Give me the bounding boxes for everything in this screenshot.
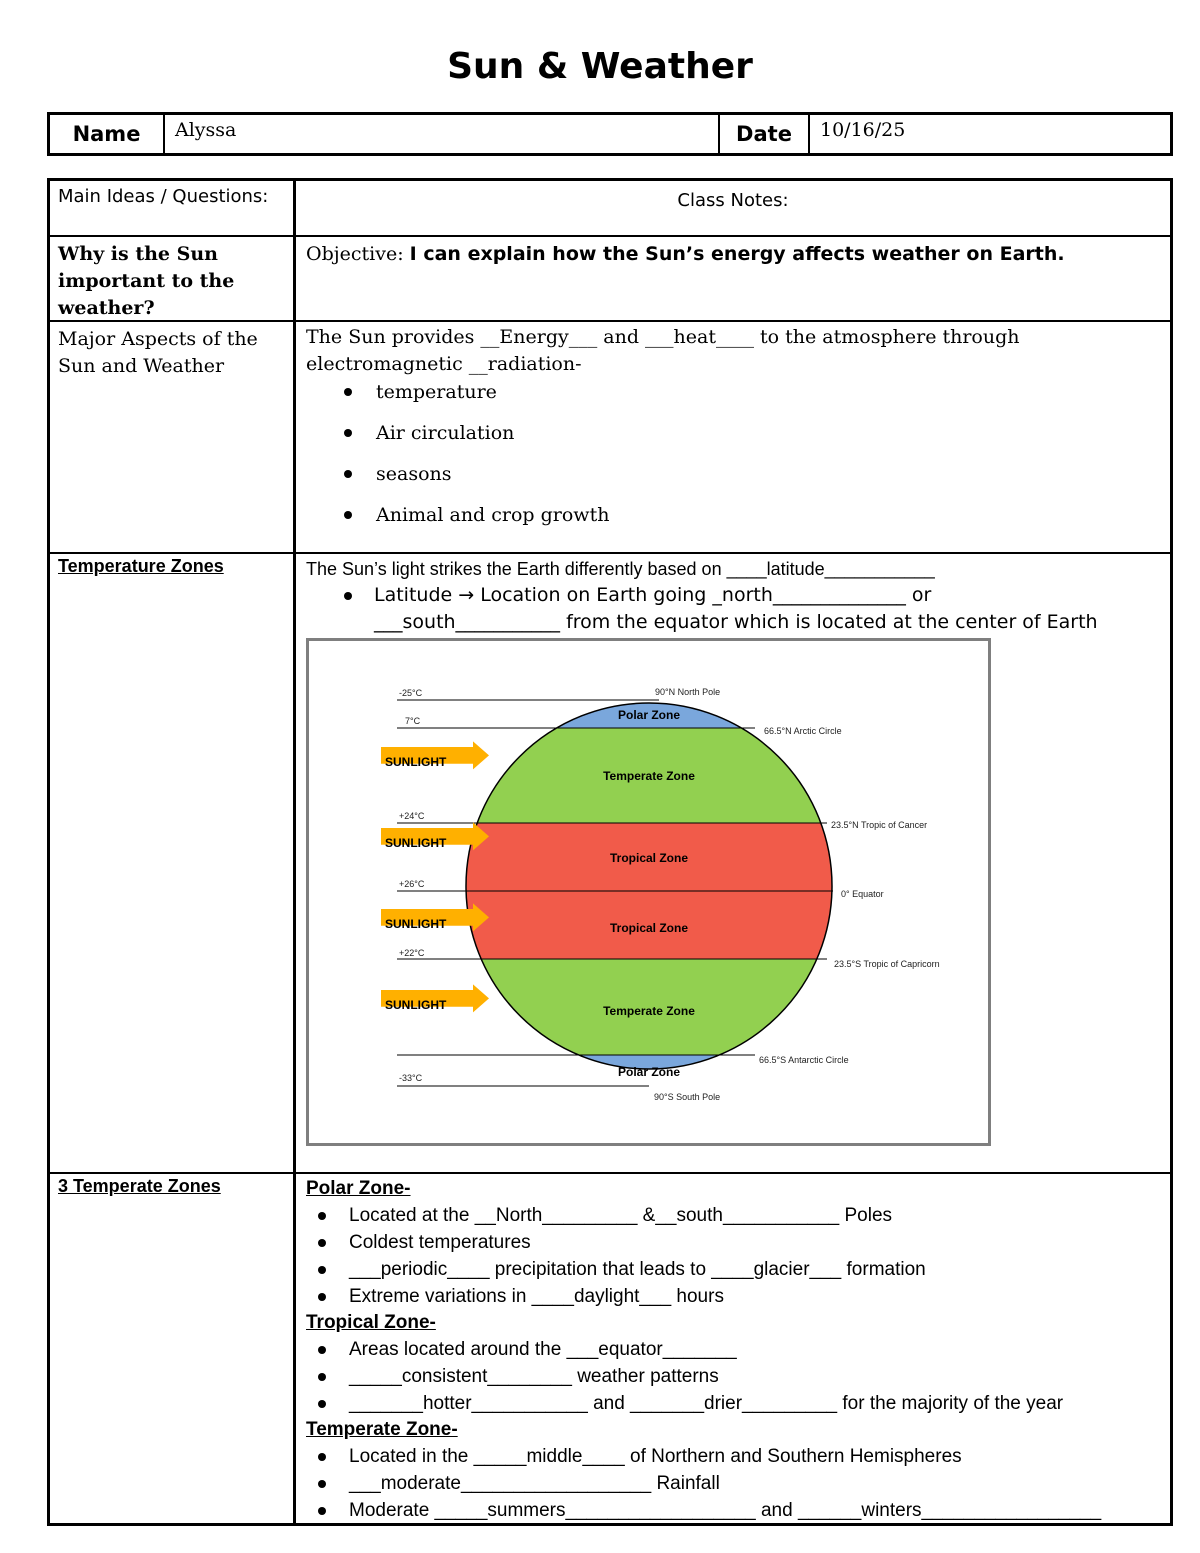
aspects-list [306, 378, 1160, 542]
name-label-cell [50, 115, 165, 153]
polar-zone-list [306, 1202, 1160, 1310]
latitude-def-line2: ___south___________ from the equator which is located at the center of Earth [374, 611, 1098, 633]
svg-text:SUNLIGHT: SUNLIGHT [385, 755, 447, 769]
question-three-zones: 3 Temperate Zones [58, 1176, 221, 1196]
list-item: Moderate _____summers__________________ and ______winters_________________ [306, 1497, 1160, 1524]
bullet-icon [318, 1507, 326, 1515]
bullet-icon [318, 1480, 326, 1488]
polar-zone-heading: Polar Zone- [306, 1178, 411, 1199]
list-item: Located at the __North_________ &__south___________ Poles [306, 1202, 1160, 1229]
list-item: ___periodic____ precipitation that leads to ____glacier___ formation [306, 1256, 1160, 1283]
list-item: seasons [306, 460, 1160, 501]
major-aspects-row [50, 322, 1170, 554]
temperature-zones-row [50, 554, 1170, 1174]
major-aspects-notes [296, 322, 1170, 552]
three-zones-notes [296, 1174, 1170, 1523]
latitude-def-line1: Latitude → Location on Earth going _north______________ or [374, 584, 932, 606]
tropical-zone-label-south: Tropical Zone [609, 921, 689, 935]
tropical-zone-heading: Tropical Zone- [306, 1312, 436, 1333]
list-item: Coldest temperatures [306, 1229, 1160, 1256]
temp-label: +26°C [399, 879, 425, 889]
temperate-zone-label-south: Temperate Zone [603, 1004, 695, 1018]
bullet-icon [344, 388, 352, 396]
tropical-zone-list [306, 1336, 1160, 1417]
bullet-icon [344, 592, 352, 600]
page-title: Sun & Weather [447, 46, 753, 87]
bullet-icon [318, 1373, 326, 1381]
latitude-label: 23.5°S Tropic of Capricorn [834, 959, 940, 969]
list-item: _____consistent________ weather patterns [306, 1363, 1160, 1390]
polar-zone-label-north: Polar Zone [617, 708, 681, 722]
temperate-zone-label-north: Temperate Zone [603, 769, 695, 783]
temperature-zone-diagram [306, 638, 991, 1146]
three-zones-row [50, 1174, 1170, 1523]
bullet-icon [318, 1346, 326, 1354]
svg-text:SUNLIGHT: SUNLIGHT [385, 998, 447, 1012]
question-major-aspects: Major Aspects of the Sun and Weather [50, 322, 296, 552]
cornell-notes-table [47, 178, 1173, 1526]
latitude-sentence: The Sun’s light strikes the Earth differently based on ____latitude___________ [306, 559, 935, 579]
temp-label: -25°C [399, 688, 423, 698]
bullet-icon [344, 511, 352, 519]
latitude-label: 66.5°S Antarctic Circle [759, 1055, 849, 1065]
bullet-icon [318, 1266, 326, 1274]
latitude-label: 23.5°N Tropic of Cancer [831, 820, 928, 830]
earth-zones-svg [309, 641, 988, 1143]
bullet-icon [344, 429, 352, 437]
objective-prefix: Objective: [306, 243, 410, 265]
name-date-table [47, 112, 1173, 156]
question-temperature-zones: Temperature Zones [58, 556, 224, 576]
notes-header-row [50, 181, 1170, 237]
temp-label: -33°C [399, 1073, 423, 1083]
objective-text: I can explain how the Sun’s energy affects weather on Earth. [409, 243, 1065, 265]
sun-provides-line1: The Sun provides __Energy___ and ___heat____ to the atmosphere through [306, 326, 1020, 348]
list-item: Air circulation [306, 419, 1160, 460]
svg-text:SUNLIGHT: SUNLIGHT [385, 917, 447, 931]
name-label: Name [72, 122, 141, 146]
list-item: _______hotter___________ and _______drier_________ for the majority of the year [306, 1390, 1160, 1417]
temp-label: 7°C [405, 716, 421, 726]
class-notes-header: Class Notes: [677, 190, 789, 211]
date-value: 10/16/25 [820, 119, 906, 141]
latitude-label: 90°S South Pole [654, 1092, 721, 1102]
temperate-zone-list [306, 1443, 1160, 1524]
bullet-icon [318, 1239, 326, 1247]
latitude-label: 90°N North Pole [655, 687, 721, 697]
sunlight-arrow-icon [381, 741, 489, 769]
date-label-cell [720, 115, 810, 153]
temperature-zones-cell [50, 554, 296, 1172]
sunlight-arrow-icon [381, 984, 489, 1012]
list-item: Located in the _____middle____ of Northern and Southern Hemispheres [306, 1443, 1160, 1470]
list-item: temperature [306, 378, 1160, 419]
bullet-icon [318, 1400, 326, 1408]
date-field[interactable] [810, 115, 1170, 153]
bullet-icon [318, 1293, 326, 1301]
tropical-zone-label-north: Tropical Zone [609, 851, 689, 865]
temp-label: +24°C [399, 811, 425, 821]
temp-label: +22°C [399, 948, 425, 958]
name-field[interactable] [165, 115, 720, 153]
name-value: Alyssa [175, 119, 237, 141]
bullet-icon [344, 470, 352, 478]
objective-cell [296, 237, 1170, 320]
list-item: ___moderate__________________ Rainfall [306, 1470, 1160, 1497]
question-why-sun: Why is the Sun important to the weather? [50, 237, 296, 320]
objective-row [50, 237, 1170, 322]
sun-provides-line2: electromagnetic __radiation- [306, 353, 582, 375]
three-zones-cell [50, 1174, 296, 1523]
list-item: Areas located around the ___equator_______ [306, 1336, 1160, 1363]
bullet-icon [318, 1453, 326, 1461]
latitude-label: 0° Equator [841, 889, 884, 899]
list-item: Extreme variations in ____daylight___ hours [306, 1283, 1160, 1310]
date-label: Date [736, 122, 792, 146]
polar-zone-label-south: Polar Zone [617, 1065, 681, 1079]
list-item: Animal and crop growth [306, 501, 1160, 542]
svg-text:SUNLIGHT: SUNLIGHT [385, 836, 447, 850]
bullet-icon [318, 1212, 326, 1220]
latitude-bullet [306, 582, 1160, 636]
temperate-zone-heading: Temperate Zone- [306, 1419, 458, 1440]
main-ideas-header: Main Ideas / Questions: [50, 181, 296, 235]
latitude-label: 66.5°N Arctic Circle [764, 726, 842, 736]
temperature-zones-notes [296, 554, 1170, 1172]
